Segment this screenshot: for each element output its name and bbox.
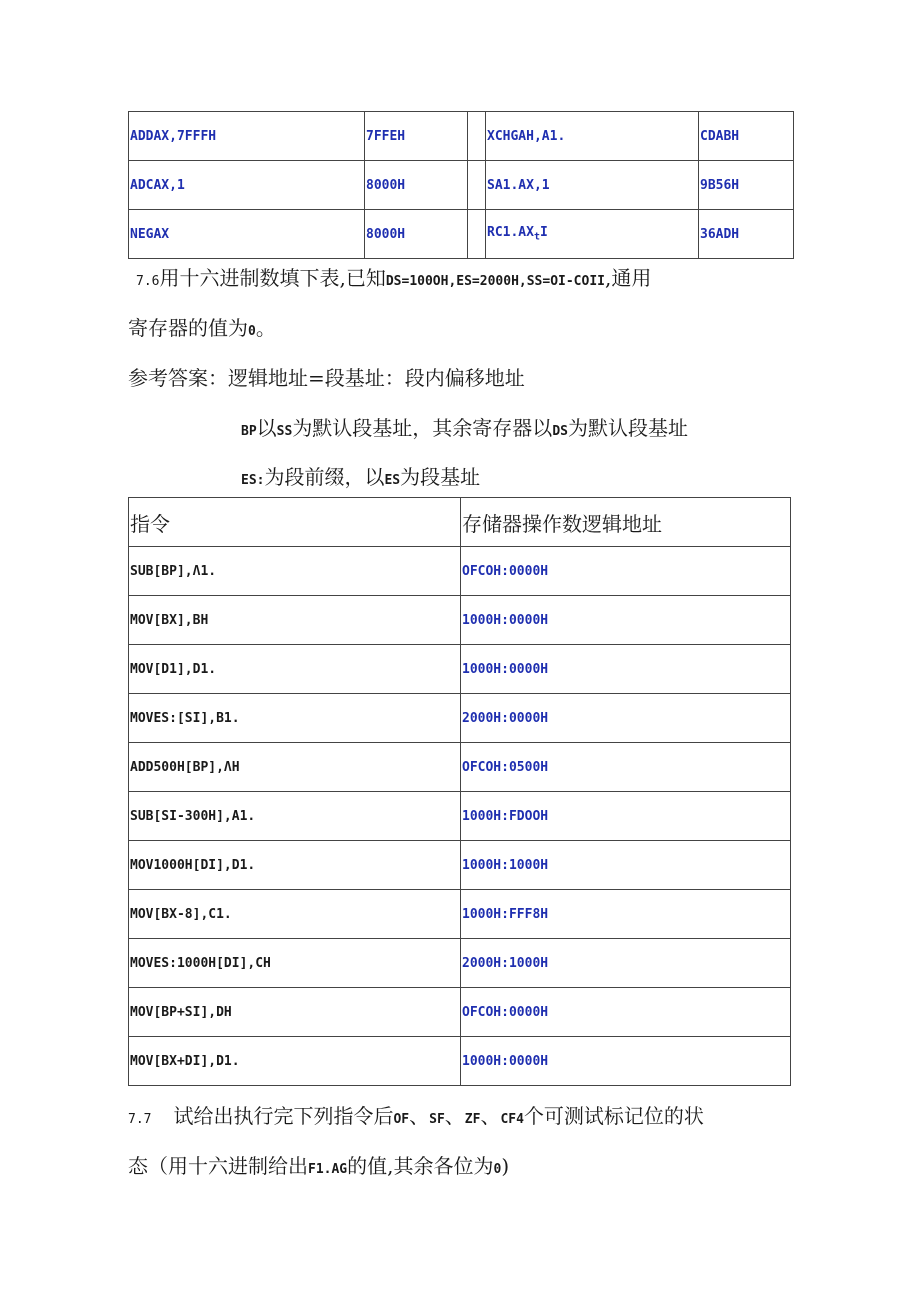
table-row bbox=[129, 161, 794, 210]
table-cell: 8000H bbox=[365, 161, 468, 210]
question-text: 个可测试标记位的状 bbox=[523, 1104, 704, 1128]
sep: 、 bbox=[480, 1104, 501, 1128]
table-cell: SA1.AX,1 bbox=[486, 161, 699, 210]
reg: ES: bbox=[241, 473, 265, 488]
address-cell: 2000H:1000H bbox=[461, 939, 791, 988]
instruction-result-table bbox=[128, 111, 794, 259]
address-cell: 1000H:0000H bbox=[461, 645, 791, 694]
flag: CF4 bbox=[500, 1112, 524, 1127]
address-cell: 1000H:FFF8H bbox=[461, 890, 791, 939]
instruction-cell: MOV[BX+DI],D1. bbox=[129, 1037, 461, 1086]
flag-register: F1.AG bbox=[308, 1162, 348, 1177]
instruction-cell: MOV[D1],D1. bbox=[129, 645, 461, 694]
table-spacer-cell bbox=[468, 161, 486, 210]
table-row bbox=[129, 596, 791, 645]
table-row bbox=[129, 112, 794, 161]
ins-subscript: t bbox=[533, 231, 540, 243]
reference-answer-line2 bbox=[241, 412, 688, 441]
table-cell: 36ADH bbox=[699, 210, 794, 259]
table-spacer-cell bbox=[468, 112, 486, 161]
text: 为默认段基址 bbox=[567, 416, 688, 440]
table-row bbox=[129, 1037, 791, 1086]
header-address: 存储器操作数逻辑地址 bbox=[461, 498, 791, 547]
text: 以 bbox=[256, 416, 277, 440]
reference-answer-line3 bbox=[241, 461, 480, 490]
table-row bbox=[129, 694, 791, 743]
table-spacer-cell bbox=[468, 210, 486, 259]
instruction-cell: MOVES:[SI],B1. bbox=[129, 694, 461, 743]
reg: BP bbox=[241, 424, 257, 439]
table-cell: 9B56H bbox=[699, 161, 794, 210]
table-cell: 8000H bbox=[365, 210, 468, 259]
instruction-cell: MOV[BX-8],C1. bbox=[129, 890, 461, 939]
instruction-cell: MOV[BX],BH bbox=[129, 596, 461, 645]
reg: DS bbox=[552, 424, 568, 439]
table-row bbox=[129, 841, 791, 890]
text: 为默认段基址，其余寄存器以 bbox=[292, 416, 553, 440]
instruction-cell: ADD500H[BP],ΛH bbox=[129, 743, 461, 792]
register-values: DS=100OH,ES=2000H,SS=OI-COII bbox=[385, 274, 605, 289]
instruction-cell: MOVES:1000H[DI],CH bbox=[129, 939, 461, 988]
reference-answer-line1: 参考答案：逻辑地址=段基址：段内偏移地址 bbox=[128, 366, 525, 390]
question-text: 试给出执行完下列指令后 bbox=[173, 1104, 394, 1128]
address-cell: OFCOH:0500H bbox=[461, 743, 791, 792]
table-row bbox=[129, 547, 791, 596]
address-cell: OFCOH:0000H bbox=[461, 547, 791, 596]
table-cell: CDABH bbox=[699, 112, 794, 161]
question-7-7-line2 bbox=[128, 1150, 509, 1179]
text: 为段前缀，以 bbox=[264, 465, 385, 489]
table-cell: NEGAX bbox=[129, 210, 365, 259]
table-cell: ADDAX,7FFFH bbox=[129, 112, 365, 161]
sep: 、 bbox=[409, 1104, 430, 1128]
ins-text: RC1.AX bbox=[487, 225, 534, 241]
instruction-cell: MOV[BP+SI],DH bbox=[129, 988, 461, 1037]
instruction-cell: MOV1000H[DI],D1. bbox=[129, 841, 461, 890]
punctuation: 。 bbox=[255, 316, 276, 340]
flag: OF bbox=[393, 1112, 410, 1127]
question-text: ,通用 bbox=[605, 266, 652, 290]
reg: SS bbox=[276, 424, 293, 439]
value: 0 bbox=[248, 324, 256, 339]
question-text: 寄存器的值为 bbox=[128, 316, 248, 340]
table-row bbox=[129, 988, 791, 1037]
address-cell: 2000H:0000H bbox=[461, 694, 791, 743]
address-cell: 1000H:0000H bbox=[461, 596, 791, 645]
table-row bbox=[129, 210, 794, 259]
instruction-cell: SUB[BP],Λ1. bbox=[129, 547, 461, 596]
sep: 、 bbox=[444, 1104, 465, 1128]
text: 为段基址 bbox=[400, 465, 481, 489]
question-7-6-line1 bbox=[136, 262, 651, 291]
address-cell: OFCOH:0000H bbox=[461, 988, 791, 1037]
table-header-row bbox=[129, 498, 791, 547]
question-text: 态（用十六进制给出 bbox=[128, 1154, 308, 1178]
question-number: 7.6 bbox=[136, 274, 160, 289]
punctuation: ) bbox=[501, 1154, 510, 1178]
table-cell: ADCAX,1 bbox=[129, 161, 365, 210]
reg: ES bbox=[384, 473, 401, 488]
instruction-cell: SUB[SI-300H],A1. bbox=[129, 792, 461, 841]
table-cell: 7FFEH bbox=[365, 112, 468, 161]
question-7-6-line2 bbox=[128, 312, 276, 341]
question-text: 用十六进制数填下表,已知 bbox=[159, 266, 386, 290]
ins-text: I bbox=[540, 225, 548, 241]
address-cell: 1000H:FDOOH bbox=[461, 792, 791, 841]
address-cell: 1000H:1000H bbox=[461, 841, 791, 890]
question-number: 7.7 bbox=[128, 1112, 152, 1127]
table-row bbox=[129, 792, 791, 841]
question-7-7-line1 bbox=[128, 1100, 704, 1129]
question-text: 的值,其余各位为 bbox=[347, 1154, 494, 1178]
table-row bbox=[129, 890, 791, 939]
table-row bbox=[129, 939, 791, 988]
header-instruction: 指令 bbox=[129, 498, 461, 547]
table-row bbox=[129, 743, 791, 792]
flag: SF bbox=[429, 1112, 445, 1127]
table-row bbox=[129, 645, 791, 694]
value: 0 bbox=[493, 1162, 502, 1177]
address-cell: 1000H:0000H bbox=[461, 1037, 791, 1086]
flag: ZF bbox=[464, 1112, 481, 1127]
logical-address-table bbox=[128, 497, 791, 1086]
table-cell bbox=[486, 210, 699, 259]
table-cell: XCHGAH,A1. bbox=[486, 112, 699, 161]
